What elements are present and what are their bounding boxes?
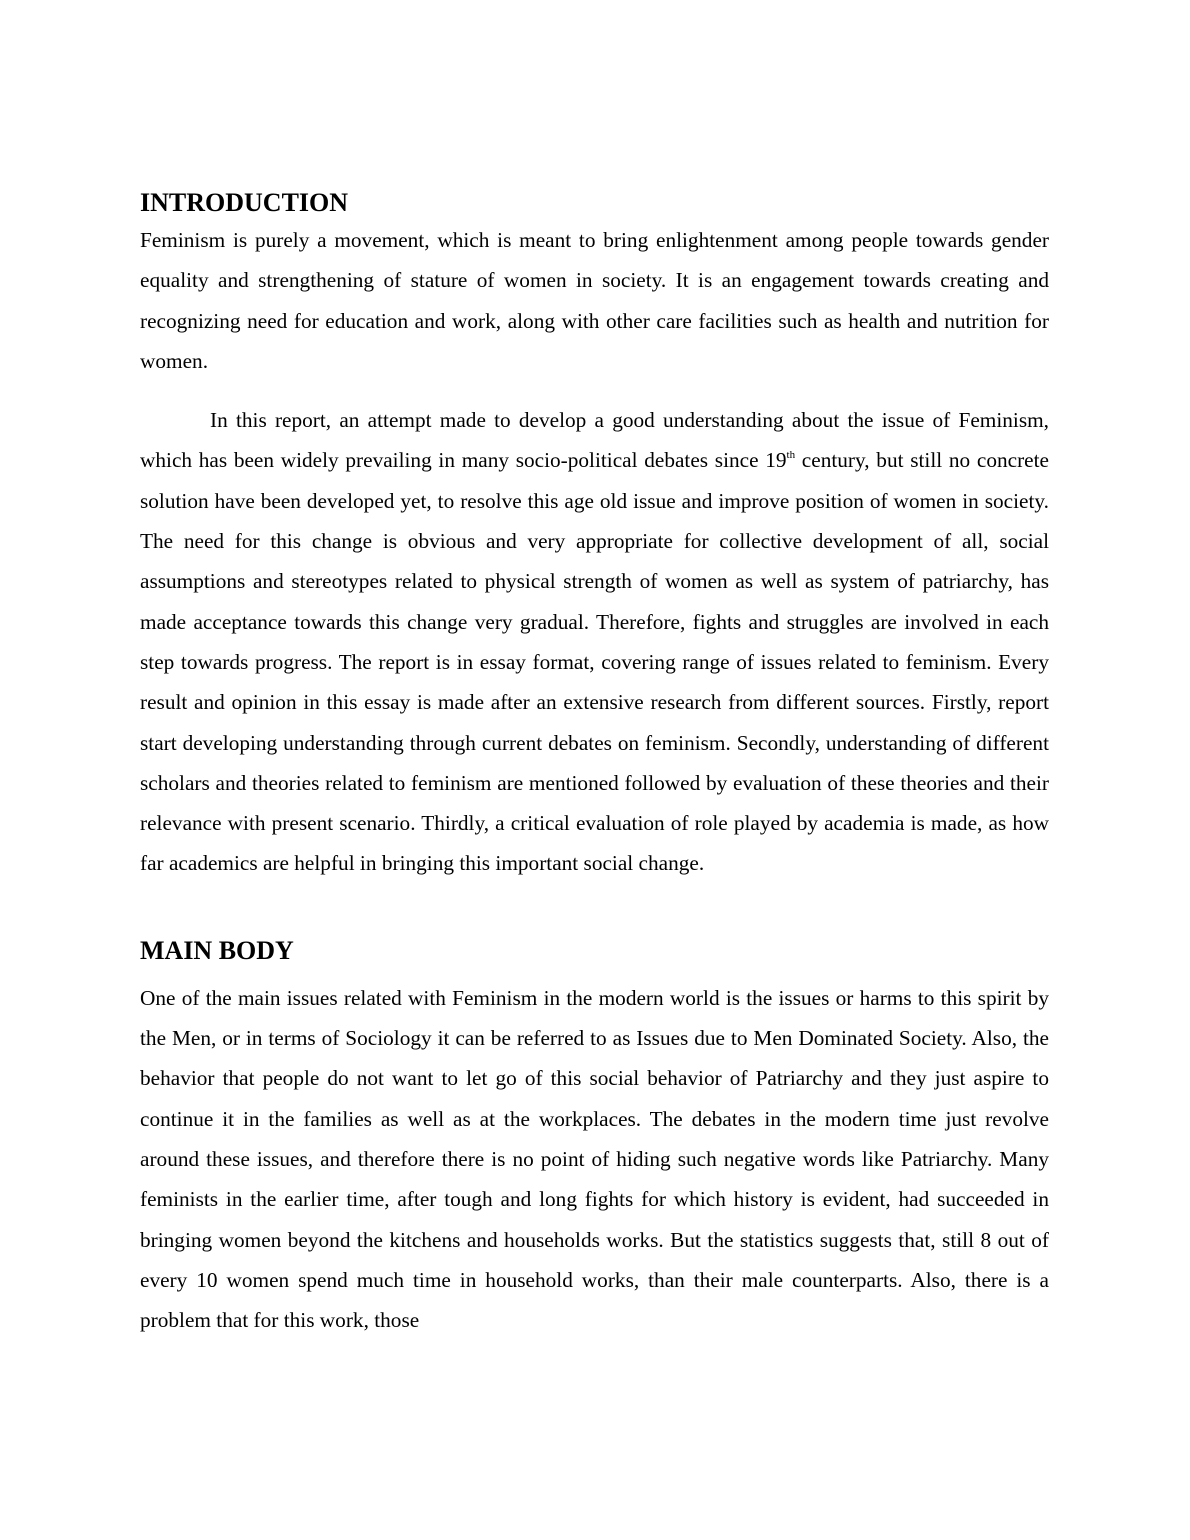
introduction-paragraph-1: Feminism is purely a movement, which is meant to bring enlightenment among people towards gender equality and strengthening of stature of women in society. It is an engagement towards creating and recognizing need for education and work, along with other care facilities such as health and nutrition for women.: [140, 228, 1049, 373]
main-body-heading: MAIN BODY: [140, 935, 294, 965]
paragraph-text-after-superscript: century, but still no concrete solution have been developed yet, to resolve this age old issue and improve position of women in society. The need for this change is obvious and very appropriate for collective development of all, social assumptions and stereotypes related to physical strength of women as well as system of patriarchy, has made acceptance towards this change very gradual. Therefore, fights and struggles are involved in each step towards progress. The report is in essay format, covering range of issues related to feminism. Every result and opinion in this essay is made after an extensive research from different sources. Firstly, report start developing understanding through current debates on feminism. Secondly, understanding of different scholars and theories related to feminism are mentioned followed by evaluation of these theories and their relevance with present scenario. Thirdly, a critical evaluation of role played by academia is made, as how far academics are helpful in bringing this important social change.: [140, 448, 1049, 876]
paragraph-text-before-superscript: In this report, an attempt made to develop a good understanding about the issue of Feminism, which has been widely prevailing in many socio-political debates since 19: [140, 408, 1049, 473]
introduction-heading: INTRODUCTION: [140, 188, 349, 217]
section-spacer: [140, 884, 1049, 934]
paragraph-spacer: [140, 381, 1049, 400]
heading-spacer: [140, 968, 1049, 978]
ordinal-superscript: th: [786, 449, 796, 462]
main-body-paragraph-1: One of the main issues related with Feminism in the modern world is the issues or harms to this spirit by the Men, or in terms of Sociology it can be referred to as Issues due to Men Dominated Society. Also, the behavior that people do not want to let go of this social behavior of Patriarchy and they just aspire to continue it in the families as well as at the workplaces. The debates in the modern time just revolve around these issues, and therefore there is no point of hiding such negative words like Patriarchy. Many feminists in the earlier time, after tough and long fights for which history is evident, had succeeded in bringing women beyond the kitchens and households works. But the statistics suggests that, still 8 out of every 10 women spend much time in household works, than their male counterparts. Also, there is a problem that for this work, those: [140, 985, 1049, 1333]
introduction-paragraph-2: [140, 400, 1049, 884]
document-content: [140, 186, 1049, 1340]
